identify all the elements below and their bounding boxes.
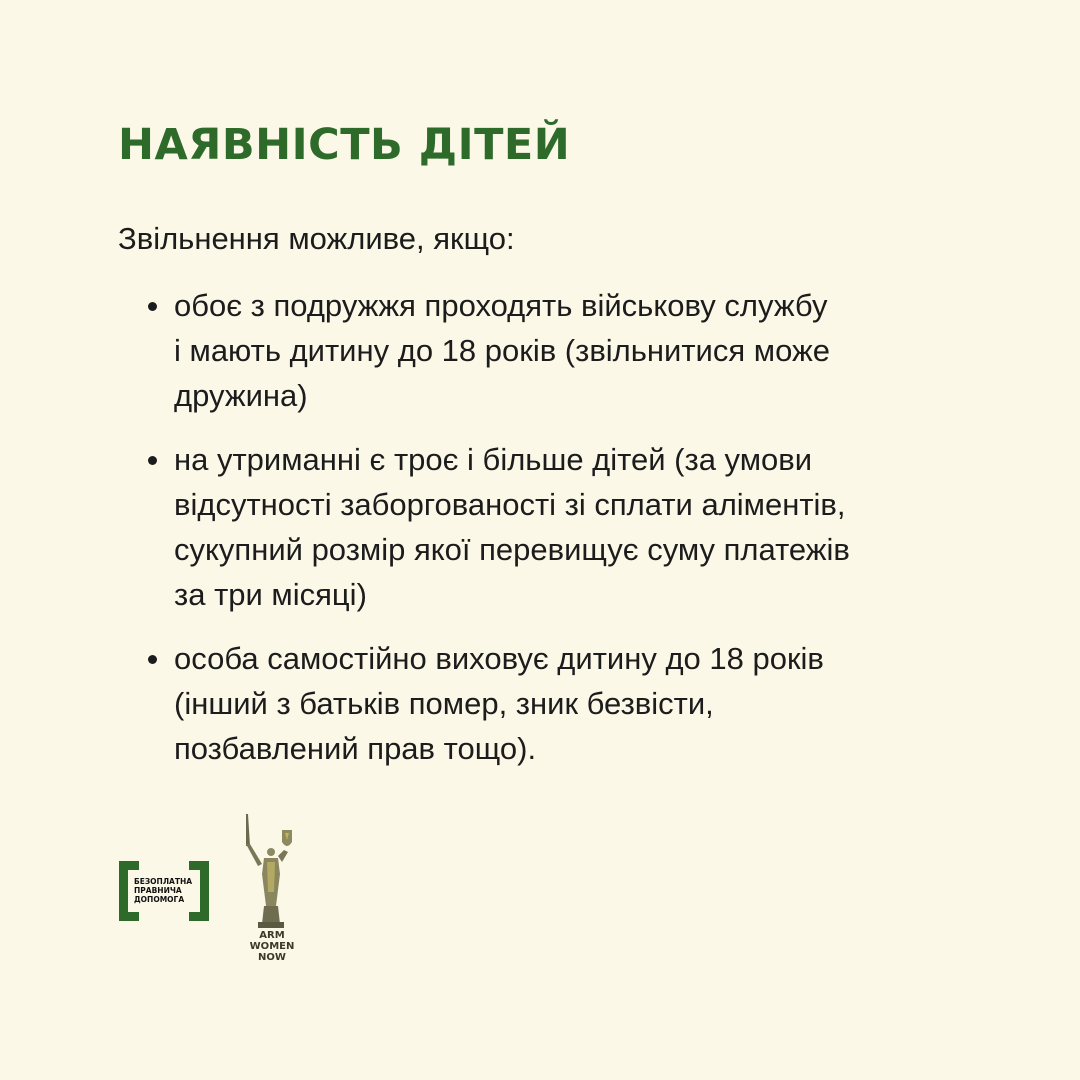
condition-line: і мають дитину до 18 років (звільнитися може: [174, 333, 830, 368]
conditions-list: [118, 283, 978, 790]
bullet-icon: [148, 302, 157, 311]
logo-text-line: ПРАВНИЧА: [134, 886, 182, 895]
arm-women-now-logo: [234, 812, 310, 964]
logo-text-line: WOMEN: [249, 941, 295, 952]
bullet-icon: [148, 456, 157, 465]
legal-aid-logo-text: [134, 877, 204, 904]
condition-line: особа самостійно виховує дитину до 18 років: [174, 641, 824, 676]
list-item: [118, 283, 978, 418]
arm-women-now-text: [234, 930, 310, 963]
condition-line: сукупний розмір якої перевищує суму платежів: [174, 532, 850, 567]
condition-line: дружина): [174, 378, 308, 413]
condition-line: обоє з подружжя проходять військову службу: [174, 288, 828, 323]
logo-text-line: NOW: [258, 952, 286, 963]
intro-text: Звільнення можливе, якщо:: [118, 221, 515, 256]
logo-text-line: ARM: [259, 930, 285, 941]
condition-line: відсутності заборгованості зі сплати аліментів,: [174, 487, 846, 522]
legal-aid-logo: [119, 861, 209, 921]
condition-line: за три місяці): [174, 577, 367, 612]
logo-text-line: БЕЗОПЛАТНА: [134, 877, 193, 886]
list-item: [118, 437, 978, 617]
condition-line: на утриманні є троє і більше дітей (за умови: [174, 442, 813, 477]
motherland-monument-icon: [234, 812, 310, 930]
condition-line: (інший з батьків помер, зник безвісти,: [174, 686, 714, 721]
logo-text-line: ДОПОМОГА: [134, 895, 185, 904]
page-title: НАЯВНІСТЬ ДІТЕЙ: [118, 120, 571, 170]
bullet-icon: [148, 655, 157, 664]
list-item: [118, 636, 978, 771]
condition-line: позбавлений прав тощо).: [174, 731, 537, 766]
